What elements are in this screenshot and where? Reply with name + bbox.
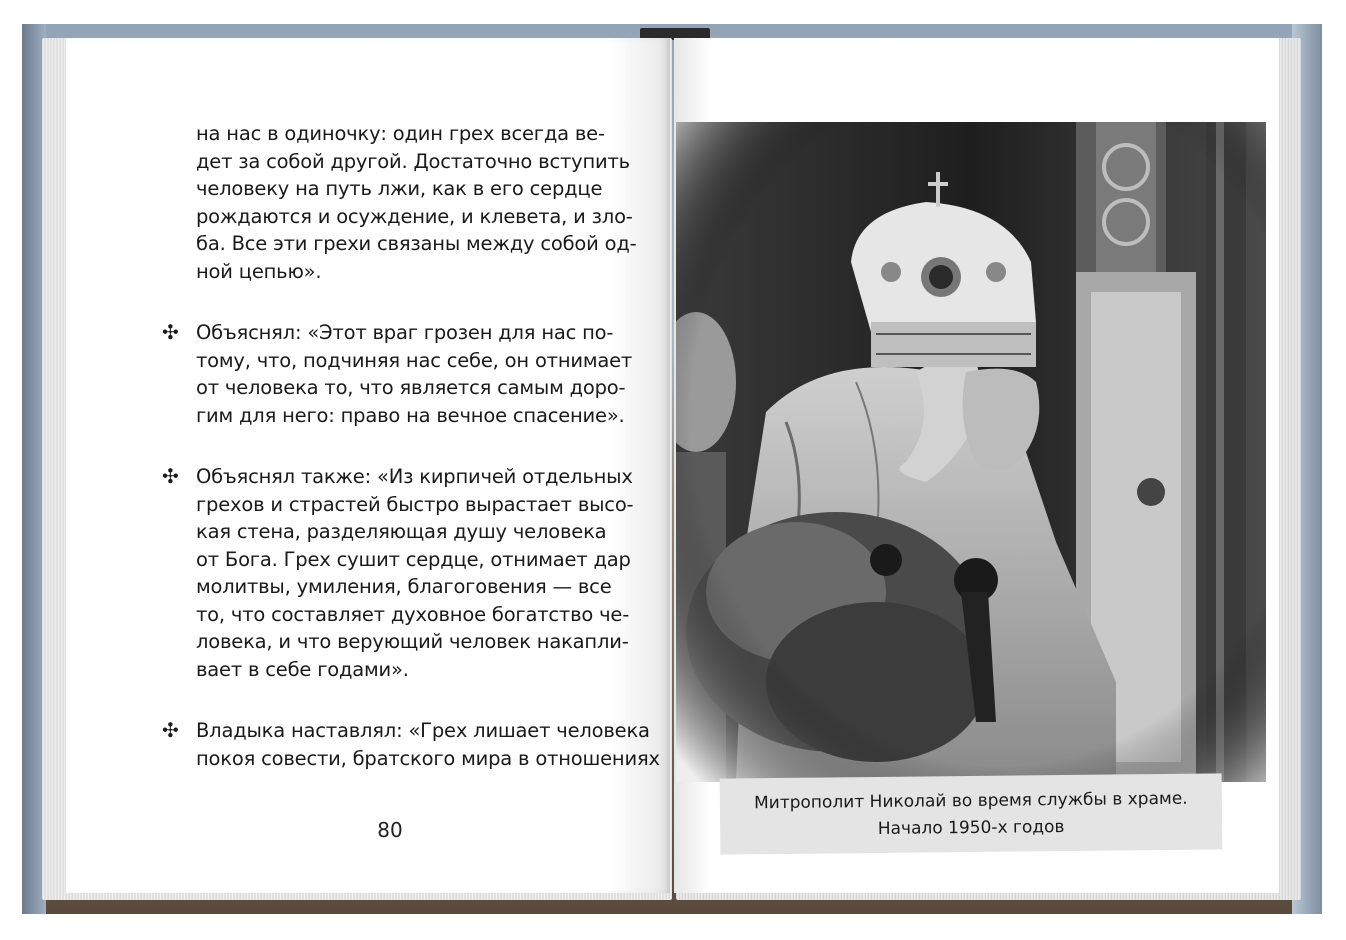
left-page-text bbox=[162, 120, 660, 806]
text-line: молитвы, умиления, благоговения — все bbox=[196, 575, 612, 598]
photo-metropolitan-nikolai bbox=[676, 122, 1266, 782]
paragraph bbox=[196, 120, 637, 285]
text-line: рождаются и осуждение, и клевета, и зло- bbox=[196, 204, 633, 228]
text-line: тому, что, подчиняя нас себе, он отнимает bbox=[196, 348, 633, 372]
caption-line-2: Начало 1950-х годов bbox=[877, 817, 1065, 839]
paragraph bbox=[162, 463, 634, 683]
paragraph bbox=[162, 717, 660, 772]
text-line: от человека то, что является самым доро- bbox=[196, 376, 626, 399]
text-line: ловека, и что верующий человек накапли- bbox=[196, 630, 629, 653]
cross-bullet-icon: ✣ bbox=[162, 320, 179, 344]
text-line: от Бога. Грех сушит сердце, отнимает дар bbox=[196, 547, 631, 571]
text-line: гим для него: право на вечное спасение». bbox=[196, 403, 625, 427]
text-line: то, что составляет духовное богатство че- bbox=[196, 602, 630, 626]
text-line: ной цепью». bbox=[196, 259, 322, 283]
archival-photo bbox=[676, 122, 1266, 782]
cross-bullet-icon: ✣ bbox=[162, 464, 179, 488]
text-line: дет за собой другой. Достаточно вступить bbox=[196, 149, 630, 173]
text-line: покоя совести, братского мира в отношениях bbox=[196, 746, 660, 770]
text-line: Объяснял также: «Из кирпичей отдельных bbox=[196, 465, 633, 488]
text-line: ба. Все эти грехи связаны между собой од- bbox=[196, 232, 637, 255]
paragraph bbox=[162, 319, 633, 429]
text-line: человеку на путь лжи, как в его сердце bbox=[196, 177, 603, 200]
text-line: вает в себе годами». bbox=[196, 657, 409, 681]
text-line: на нас в одиночку: один грех всегда ве- bbox=[196, 122, 605, 145]
text-line: Объяснял: «Этот враг грозен для нас по- bbox=[196, 321, 614, 344]
page-number: 80 bbox=[377, 818, 403, 842]
photo-caption bbox=[720, 773, 1223, 854]
caption-line-1: Митрополит Николай во время службы в храме. bbox=[753, 788, 1188, 814]
text-line: грехов и страстей быстро вырастает высо- bbox=[196, 492, 634, 516]
text-line: кая стена, разделяющая душу человека bbox=[196, 520, 607, 543]
text-line: Владыка наставлял: «Грех лишает человека bbox=[196, 719, 650, 742]
cross-bullet-icon: ✣ bbox=[162, 718, 179, 742]
